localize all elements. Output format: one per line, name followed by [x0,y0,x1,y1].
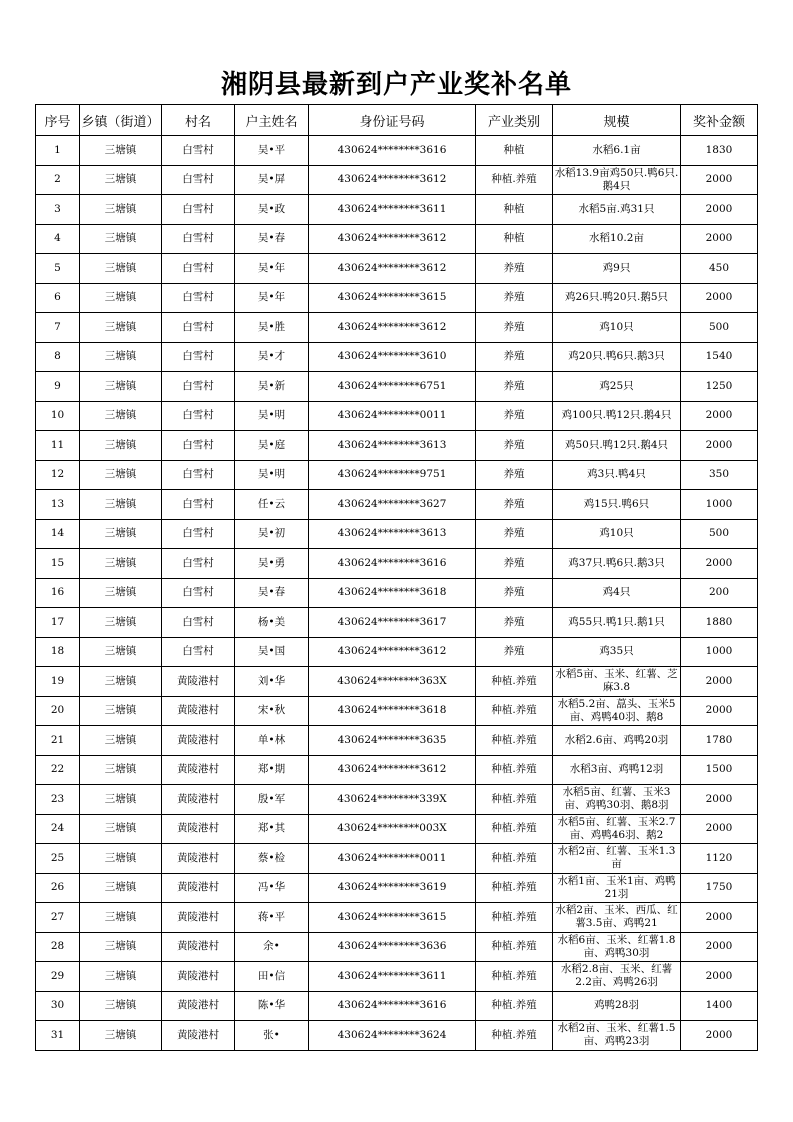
cell-scale: 鸡26只.鸭20只.鹅5只 [553,283,681,313]
cell-town: 三塘镇 [80,991,162,1021]
cell-village: 白雪村 [162,195,235,225]
cell-scale: 水稻5.2亩、藠头、玉米5亩、鸡鸭40羽、鹅8 [553,696,681,726]
cell-amount: 2000 [681,224,758,254]
cell-no: 8 [36,342,80,372]
cell-industry-type: 种植.养殖 [476,785,553,815]
cell-village: 白雪村 [162,401,235,431]
cell-householder: 余• [235,932,309,962]
cell-industry-type: 种植.养殖 [476,873,553,903]
table-row [36,873,758,903]
cell-industry-type: 养殖 [476,490,553,520]
cell-amount: 1400 [681,991,758,1021]
cell-industry-type: 种植.养殖 [476,667,553,697]
column-header-industry-type: 产业类别 [476,105,553,136]
cell-scale: 鸡50只.鸭12只.鹅4只 [553,431,681,461]
cell-id-number: 430624********0011 [309,844,476,874]
cell-scale: 水稻2.6亩、鸡鸭20羽 [553,726,681,756]
cell-householder: 吴•才 [235,342,309,372]
cell-no: 11 [36,431,80,461]
cell-scale: 鸡55只.鸭1只.鹅1只 [553,608,681,638]
cell-town: 三塘镇 [80,696,162,726]
cell-industry-type: 养殖 [476,283,553,313]
cell-no: 9 [36,372,80,402]
cell-id-number: 430624********3612 [309,224,476,254]
cell-id-number: 430624********3613 [309,431,476,461]
cell-no: 15 [36,549,80,579]
cell-householder: 吴•新 [235,372,309,402]
cell-village: 白雪村 [162,254,235,284]
cell-industry-type: 种植.养殖 [476,755,553,785]
cell-amount: 2000 [681,195,758,225]
cell-scale: 鸡37只.鸭6只.鹅3只 [553,549,681,579]
column-header-no: 序号 [36,105,80,136]
cell-amount: 450 [681,254,758,284]
cell-industry-type: 养殖 [476,549,553,579]
cell-id-number: 430624********3616 [309,549,476,579]
cell-town: 三塘镇 [80,313,162,343]
cell-householder: 单•林 [235,726,309,756]
cell-id-number: 430624********3611 [309,962,476,992]
table-row [36,903,758,933]
cell-town: 三塘镇 [80,873,162,903]
cell-village: 黄陵港村 [162,667,235,697]
cell-village: 白雪村 [162,460,235,490]
cell-no: 7 [36,313,80,343]
cell-town: 三塘镇 [80,785,162,815]
table-row [36,667,758,697]
table-row [36,313,758,343]
table-row [36,224,758,254]
cell-industry-type: 种植.养殖 [476,814,553,844]
table-row [36,785,758,815]
cell-scale: 水稻13.9亩鸡50只.鸭6只.鹅4只 [553,165,681,195]
cell-industry-type: 养殖 [476,313,553,343]
cell-householder: 吴•明 [235,460,309,490]
column-header-scale: 规模 [553,105,681,136]
cell-scale: 水稻1亩、玉米1亩、鸡鸭21羽 [553,873,681,903]
cell-amount: 2000 [681,1021,758,1051]
cell-no: 16 [36,578,80,608]
table-row [36,696,758,726]
table-row [36,165,758,195]
cell-industry-type: 养殖 [476,254,553,284]
cell-id-number: 430624********363X [309,667,476,697]
cell-no: 27 [36,903,80,933]
cell-village: 黄陵港村 [162,1021,235,1051]
cell-town: 三塘镇 [80,254,162,284]
cell-industry-type: 养殖 [476,519,553,549]
cell-householder: 冯•华 [235,873,309,903]
cell-industry-type: 养殖 [476,342,553,372]
cell-no: 12 [36,460,80,490]
page-title: 湘阴县最新到户产业奖补名单 [220,70,572,100]
cell-householder: 吴•明 [235,401,309,431]
cell-no: 13 [36,490,80,520]
cell-town: 三塘镇 [80,578,162,608]
table-row [36,519,758,549]
cell-amount: 2000 [681,903,758,933]
cell-no: 21 [36,726,80,756]
cell-no: 28 [36,932,80,962]
cell-industry-type: 养殖 [476,608,553,638]
cell-id-number: 430624********3619 [309,873,476,903]
cell-no: 26 [36,873,80,903]
cell-village: 黄陵港村 [162,932,235,962]
cell-amount: 2000 [681,667,758,697]
table-row [36,726,758,756]
cell-village: 白雪村 [162,283,235,313]
cell-village: 白雪村 [162,519,235,549]
cell-id-number: 430624********3613 [309,519,476,549]
cell-town: 三塘镇 [80,637,162,667]
table-row [36,460,758,490]
cell-village: 白雪村 [162,165,235,195]
cell-town: 三塘镇 [80,519,162,549]
cell-scale: 鸡9只 [553,254,681,284]
cell-scale: 鸡35只 [553,637,681,667]
cell-town: 三塘镇 [80,342,162,372]
column-header-householder: 户主姓名 [235,105,309,136]
cell-industry-type: 种植.养殖 [476,932,553,962]
cell-village: 黄陵港村 [162,726,235,756]
cell-id-number: 430624********3615 [309,903,476,933]
column-header-id-number: 身份证号码 [309,105,476,136]
cell-amount: 500 [681,313,758,343]
cell-town: 三塘镇 [80,844,162,874]
cell-no: 24 [36,814,80,844]
cell-no: 18 [36,637,80,667]
cell-householder: 刘•华 [235,667,309,697]
cell-village: 白雪村 [162,637,235,667]
cell-id-number: 430624********6751 [309,372,476,402]
cell-scale: 鸡10只 [553,313,681,343]
cell-amount: 2000 [681,549,758,579]
cell-id-number: 430624********3612 [309,313,476,343]
cell-no: 10 [36,401,80,431]
cell-householder: 蒋•平 [235,903,309,933]
cell-scale: 鸡鸭28羽 [553,991,681,1021]
cell-id-number: 430624********3610 [309,342,476,372]
cell-amount: 2000 [681,962,758,992]
cell-village: 黄陵港村 [162,873,235,903]
cell-householder: 吴•政 [235,195,309,225]
cell-no: 22 [36,755,80,785]
cell-town: 三塘镇 [80,431,162,461]
cell-no: 17 [36,608,80,638]
cell-householder: 郑•期 [235,755,309,785]
cell-town: 三塘镇 [80,962,162,992]
cell-householder: 田•信 [235,962,309,992]
cell-householder: 吴•胜 [235,313,309,343]
cell-town: 三塘镇 [80,195,162,225]
cell-industry-type: 种植.养殖 [476,962,553,992]
cell-scale: 水稻2.8亩、玉米、红薯2.2亩、鸡鸭26羽 [553,962,681,992]
cell-scale: 水稻10.2亩 [553,224,681,254]
cell-scale: 鸡100只.鸭12只.鹅4只 [553,401,681,431]
cell-industry-type: 养殖 [476,372,553,402]
cell-village: 黄陵港村 [162,814,235,844]
table-row [36,1021,758,1051]
table-row [36,814,758,844]
cell-village: 白雪村 [162,431,235,461]
cell-id-number: 430624********3636 [309,932,476,962]
cell-scale: 水稻5亩.鸡31只 [553,195,681,225]
table-row [36,991,758,1021]
table-body [36,136,758,1051]
cell-industry-type: 种植.养殖 [476,844,553,874]
cell-village: 白雪村 [162,549,235,579]
table-row [36,549,758,579]
cell-town: 三塘镇 [80,755,162,785]
cell-scale: 鸡4只 [553,578,681,608]
cell-no: 4 [36,224,80,254]
table-row [36,283,758,313]
cell-village: 黄陵港村 [162,696,235,726]
cell-village: 白雪村 [162,608,235,638]
cell-id-number: 430624********3615 [309,283,476,313]
cell-village: 黄陵港村 [162,991,235,1021]
cell-scale: 鸡3只.鸭4只 [553,460,681,490]
cell-town: 三塘镇 [80,490,162,520]
cell-householder: 吴•国 [235,637,309,667]
cell-village: 白雪村 [162,313,235,343]
table-row [36,372,758,402]
cell-town: 三塘镇 [80,667,162,697]
cell-town: 三塘镇 [80,903,162,933]
cell-id-number: 430624********3627 [309,490,476,520]
cell-no: 25 [36,844,80,874]
cell-town: 三塘镇 [80,814,162,844]
cell-industry-type: 种植 [476,195,553,225]
cell-village: 白雪村 [162,372,235,402]
cell-no: 2 [36,165,80,195]
table-row [36,342,758,372]
cell-householder: 吴•年 [235,283,309,313]
cell-amount: 2000 [681,696,758,726]
cell-amount: 2000 [681,165,758,195]
cell-id-number: 430624********3618 [309,696,476,726]
cell-industry-type: 种植.养殖 [476,1021,553,1051]
cell-householder: 吴•屏 [235,165,309,195]
cell-village: 白雪村 [162,342,235,372]
subsidy-table [35,104,758,1051]
table-row [36,254,758,284]
cell-village: 黄陵港村 [162,755,235,785]
cell-id-number: 430624********3612 [309,755,476,785]
cell-scale: 鸡20只.鸭6只.鹅3只 [553,342,681,372]
cell-no: 6 [36,283,80,313]
cell-amount: 2000 [681,932,758,962]
cell-id-number: 430624********3635 [309,726,476,756]
cell-amount: 200 [681,578,758,608]
cell-town: 三塘镇 [80,460,162,490]
cell-scale: 水稻2亩、红薯、玉米1.3亩 [553,844,681,874]
table-row [36,755,758,785]
cell-industry-type: 养殖 [476,401,553,431]
table-row [36,637,758,667]
cell-id-number: 430624********3616 [309,136,476,166]
cell-householder: 蔡•检 [235,844,309,874]
cell-town: 三塘镇 [80,224,162,254]
cell-village: 白雪村 [162,490,235,520]
cell-industry-type: 种植 [476,224,553,254]
cell-amount: 2000 [681,814,758,844]
column-header-amount: 奖补金额 [681,105,758,136]
cell-village: 白雪村 [162,578,235,608]
cell-scale: 鸡15只.鸭6只 [553,490,681,520]
cell-householder: 殷•军 [235,785,309,815]
cell-no: 30 [36,991,80,1021]
cell-amount: 1540 [681,342,758,372]
cell-householder: 郑•其 [235,814,309,844]
cell-town: 三塘镇 [80,549,162,579]
table-header-row [36,105,758,136]
cell-industry-type: 养殖 [476,460,553,490]
cell-amount: 1750 [681,873,758,903]
cell-amount: 1880 [681,608,758,638]
cell-amount: 1000 [681,637,758,667]
cell-no: 19 [36,667,80,697]
cell-amount: 1120 [681,844,758,874]
cell-town: 三塘镇 [80,401,162,431]
cell-id-number: 430624********3612 [309,165,476,195]
cell-village: 白雪村 [162,136,235,166]
cell-industry-type: 养殖 [476,431,553,461]
cell-householder: 吴•春 [235,224,309,254]
cell-town: 三塘镇 [80,165,162,195]
cell-householder: 宋•秋 [235,696,309,726]
cell-scale: 水稻2亩、玉米、红薯1.5亩、鸡鸭23羽 [553,1021,681,1051]
cell-id-number: 430624********339X [309,785,476,815]
cell-id-number: 430624********3618 [309,578,476,608]
cell-industry-type: 种植.养殖 [476,726,553,756]
cell-amount: 1780 [681,726,758,756]
cell-scale: 水稻6.1亩 [553,136,681,166]
table-row [36,962,758,992]
table-row [36,578,758,608]
column-header-town: 乡镇（街道） [80,105,162,136]
cell-no: 31 [36,1021,80,1051]
cell-amount: 1830 [681,136,758,166]
cell-no: 20 [36,696,80,726]
cell-town: 三塘镇 [80,608,162,638]
cell-village: 白雪村 [162,224,235,254]
cell-town: 三塘镇 [80,1021,162,1051]
cell-amount: 350 [681,460,758,490]
cell-amount: 500 [681,519,758,549]
cell-no: 5 [36,254,80,284]
cell-scale: 水稻5亩、红薯、玉米3亩、鸡鸭30羽、鹅8羽 [553,785,681,815]
cell-village: 黄陵港村 [162,785,235,815]
cell-amount: 1000 [681,490,758,520]
cell-householder: 吴•勇 [235,549,309,579]
cell-id-number: 430624********3617 [309,608,476,638]
cell-town: 三塘镇 [80,283,162,313]
cell-id-number: 430624********3612 [309,254,476,284]
cell-amount: 2000 [681,785,758,815]
table-row [36,136,758,166]
cell-householder: 吴•庭 [235,431,309,461]
cell-id-number: 430624********9751 [309,460,476,490]
cell-amount: 2000 [681,431,758,461]
cell-amount: 2000 [681,401,758,431]
table-row [36,932,758,962]
table-row [36,608,758,638]
cell-no: 23 [36,785,80,815]
cell-village: 黄陵港村 [162,962,235,992]
cell-industry-type: 种植.养殖 [476,991,553,1021]
cell-scale: 水稻3亩、鸡鸭12羽 [553,755,681,785]
cell-id-number: 430624********3616 [309,991,476,1021]
cell-village: 黄陵港村 [162,844,235,874]
cell-town: 三塘镇 [80,136,162,166]
cell-id-number: 430624********003X [309,814,476,844]
cell-town: 三塘镇 [80,372,162,402]
cell-id-number: 430624********3612 [309,637,476,667]
table-row [36,401,758,431]
cell-scale: 水稻5亩、红薯、玉米2.7亩、鸡鸭46羽、鹅2 [553,814,681,844]
table-row [36,844,758,874]
cell-householder: 任•云 [235,490,309,520]
cell-householder: 杨•美 [235,608,309,638]
cell-householder: 吴•春 [235,578,309,608]
cell-householder: 张• [235,1021,309,1051]
table-row [36,490,758,520]
cell-amount: 2000 [681,283,758,313]
cell-scale: 鸡10只 [553,519,681,549]
cell-id-number: 430624********3611 [309,195,476,225]
cell-no: 29 [36,962,80,992]
cell-scale: 水稻6亩、玉米、红薯1.8亩、鸡鸭30羽 [553,932,681,962]
cell-id-number: 430624********3624 [309,1021,476,1051]
cell-scale: 鸡25只 [553,372,681,402]
cell-industry-type: 养殖 [476,637,553,667]
cell-town: 三塘镇 [80,932,162,962]
cell-industry-type: 种植.养殖 [476,165,553,195]
cell-town: 三塘镇 [80,726,162,756]
cell-industry-type: 养殖 [476,578,553,608]
cell-householder: 吴•年 [235,254,309,284]
cell-householder: 陈•华 [235,991,309,1021]
cell-scale: 水稻5亩、玉米、红薯、芝麻3.8 [553,667,681,697]
cell-amount: 1500 [681,755,758,785]
table-row [36,195,758,225]
cell-householder: 吴•平 [235,136,309,166]
cell-industry-type: 种植 [476,136,553,166]
cell-industry-type: 种植.养殖 [476,696,553,726]
cell-industry-type: 种植.养殖 [476,903,553,933]
cell-no: 14 [36,519,80,549]
cell-no: 3 [36,195,80,225]
cell-amount: 1250 [681,372,758,402]
cell-no: 1 [36,136,80,166]
column-header-village: 村名 [162,105,235,136]
table-row [36,431,758,461]
cell-village: 黄陵港村 [162,903,235,933]
cell-scale: 水稻2亩、玉米、西瓜、红薯3.5亩、鸡鸭21 [553,903,681,933]
cell-householder: 吴•初 [235,519,309,549]
cell-id-number: 430624********0011 [309,401,476,431]
